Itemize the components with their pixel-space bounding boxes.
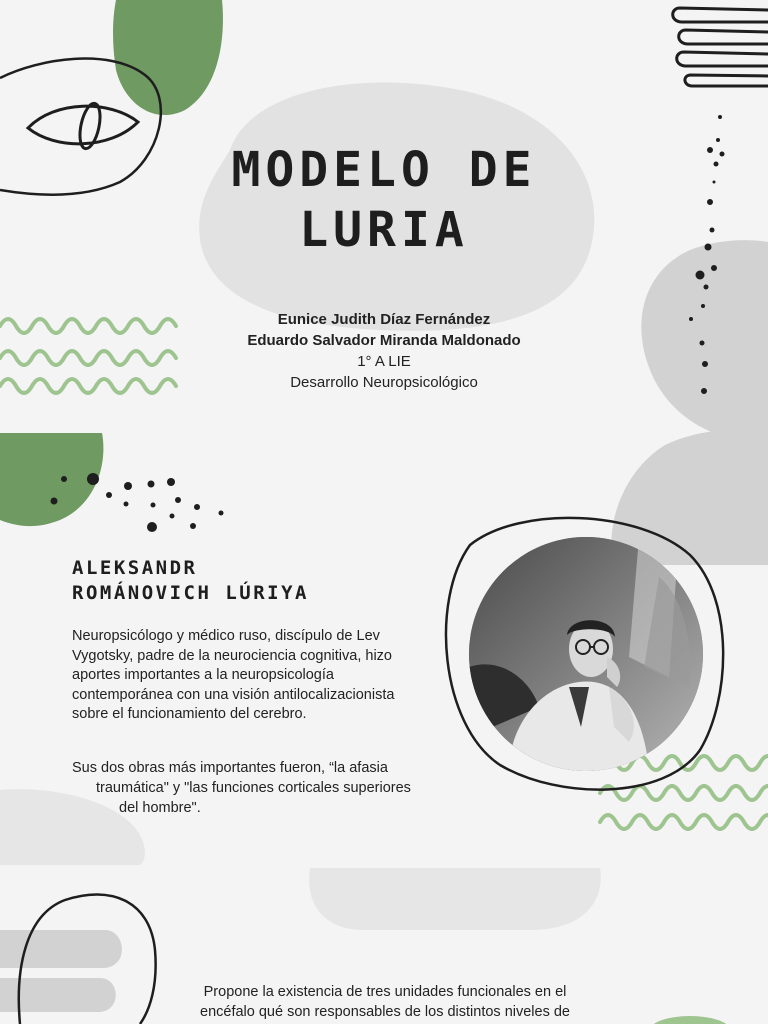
authors-block — [180, 309, 588, 393]
author-2: Eduardo Salvador Miranda Maldonado — [247, 332, 521, 349]
works-line-1: Sus dos obras más importantes fueron, “la afasia — [72, 760, 388, 776]
works-line-2: traumática" y "las funciones corticales superiores — [96, 780, 411, 796]
portrait-photo — [469, 537, 703, 771]
units-line-2: encéfalo qué son responsables de los distintos niveles de — [200, 1004, 570, 1020]
units-line-1: Propone la existencia de tres unidades funcionales en el — [203, 984, 567, 1000]
green-blob-bottom-right — [650, 1016, 730, 1024]
author-1: Eunice Judith Díaz Fernández — [277, 311, 491, 328]
course-label: Desarrollo Neuropsicológico — [290, 374, 478, 391]
gray-pill-2 — [0, 978, 116, 1012]
gray-blob-bottom-center — [309, 868, 601, 930]
gray-pill-1 — [0, 930, 122, 968]
bio-name-line-1: ALEKSANDR — [72, 557, 198, 579]
green-blob-top — [113, 0, 223, 115]
title-line-1: MODELO DE — [231, 142, 537, 198]
bio-name-line-2: ROMÁNOVICH LÚRIYA — [72, 582, 309, 604]
group-label: 1° A LIE — [357, 353, 411, 370]
units-paragraph — [170, 982, 600, 1022]
bio-paragraph: Neuropsicólogo y médico ruso, discípulo de Lev Vygotsky, padre de la neurociencia cognitiva, hizo aportes importantes a la neuropsicología contemporánea con una visión antilocalizacionista sobre el funcionamiento del cerebro. — [72, 628, 395, 722]
eye-icon — [28, 102, 138, 151]
scribble-lines — [673, 8, 768, 86]
works-paragraph — [72, 758, 452, 818]
bio-heading — [72, 556, 432, 606]
gray-blob-right-1 — [641, 240, 768, 441]
works-line-3: del hombre". — [119, 800, 201, 816]
title-line-2: LURIA — [299, 202, 469, 258]
wavy-lines-left — [0, 319, 176, 393]
gray-blob-right-2 — [611, 430, 768, 565]
portrait-illustration — [469, 537, 703, 771]
page-title — [150, 140, 618, 260]
